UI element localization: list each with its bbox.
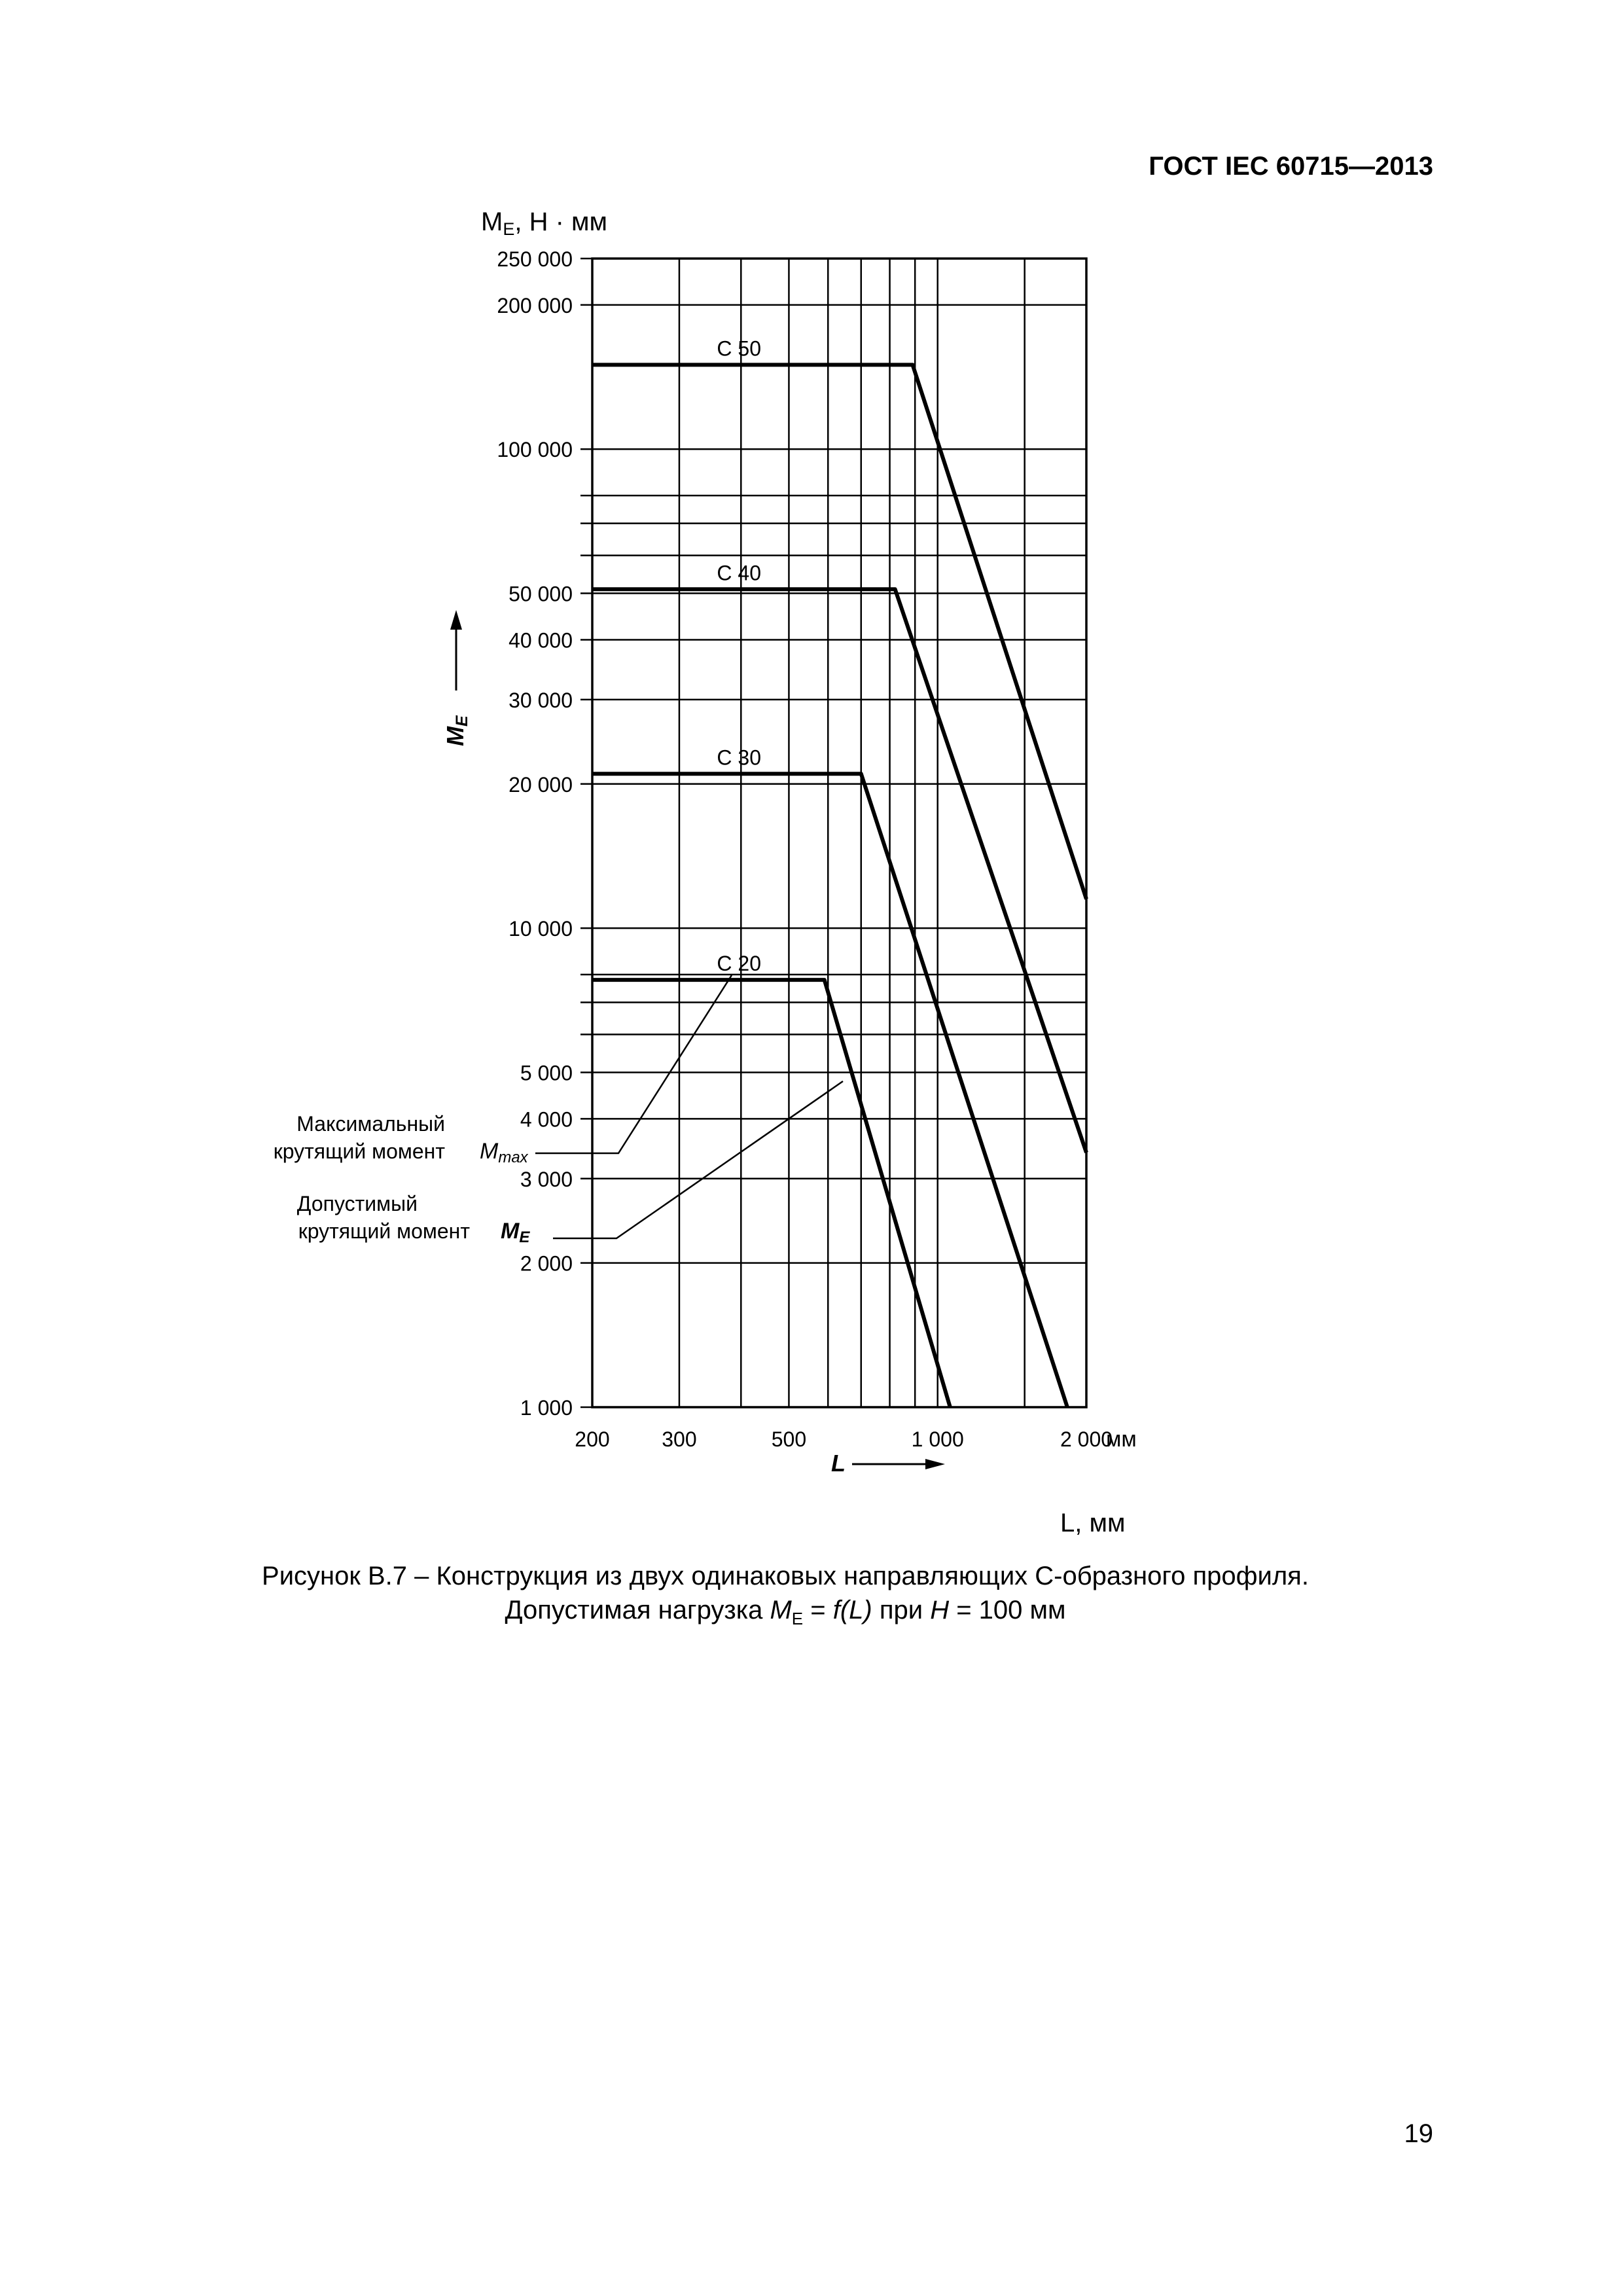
x-tick-label: 2 000 bbox=[1060, 1427, 1113, 1451]
curve-label: C 30 bbox=[717, 745, 761, 770]
me-label-line1: Допустимый bbox=[296, 1192, 418, 1215]
annotations bbox=[274, 207, 1137, 1537]
me-leader bbox=[553, 1081, 843, 1238]
y-tick-label: 4 000 bbox=[520, 1107, 573, 1132]
me-symbol: ME bbox=[501, 1219, 530, 1246]
y-tick-label: 50 000 bbox=[508, 582, 573, 606]
caption-line-1: Рисунок В.7 – Конструкция из двух одинаковых направляющих С-образного профиля. bbox=[262, 1562, 1309, 1590]
mmax-label-line2: крутящий момент bbox=[273, 1139, 445, 1163]
document-header: ГОСТ IEC 60715—2013 bbox=[1149, 152, 1433, 181]
x-tick-label: 500 bbox=[771, 1427, 807, 1451]
mmax-label-line1: Максимальный bbox=[296, 1112, 445, 1136]
curve-label: C 40 bbox=[717, 561, 761, 585]
y-tick-label: 250 000 bbox=[497, 247, 573, 271]
me-label-line2: крутящий момент bbox=[298, 1219, 470, 1243]
curves bbox=[592, 336, 1086, 1407]
x-tick-label: 200 bbox=[575, 1427, 610, 1451]
y-tick-label: 20 000 bbox=[508, 772, 573, 797]
y-tick-label: 5 000 bbox=[520, 1061, 573, 1085]
mmax-symbol: Mmax bbox=[480, 1139, 528, 1166]
x-axis-title: L, мм bbox=[1060, 1509, 1126, 1537]
y-axis-arrowhead bbox=[450, 610, 462, 630]
y-tick-label: 100 000 bbox=[497, 438, 573, 462]
page-number: 19 bbox=[1404, 2119, 1433, 2148]
curve-line bbox=[592, 980, 950, 1407]
svg-text:ME: ME bbox=[442, 715, 471, 746]
x-tick-label: 300 bbox=[662, 1427, 697, 1451]
y-tick-label: 2 000 bbox=[520, 1251, 573, 1276]
y-axis-symbol bbox=[442, 715, 471, 746]
x-axis-symbol: L bbox=[831, 1450, 846, 1477]
curve-label: C 20 bbox=[717, 952, 761, 976]
figure-caption bbox=[0, 1559, 1571, 1636]
y-axis-title: ME, Н · мм bbox=[481, 207, 608, 239]
curve-line bbox=[592, 365, 1086, 899]
curve-label: C 50 bbox=[717, 336, 761, 361]
x-axis-arrowhead bbox=[925, 1459, 945, 1469]
y-tick-label: 10 000 bbox=[508, 917, 573, 941]
y-tick-label: 3 000 bbox=[520, 1167, 573, 1191]
y-tick-label: 200 000 bbox=[497, 293, 573, 317]
x-axis-unit: мм bbox=[1106, 1427, 1137, 1452]
tick-labels bbox=[497, 247, 1113, 1451]
caption-line-2: Допустимая нагрузка $M_E = f(L)$ при H = 100 мм bbox=[505, 1596, 1066, 1628]
y-tick-label: 40 000 bbox=[508, 628, 573, 653]
x-tick-label: 1 000 bbox=[911, 1427, 964, 1451]
y-tick-label: 1 000 bbox=[520, 1396, 573, 1420]
y-tick-label: 30 000 bbox=[508, 688, 573, 712]
